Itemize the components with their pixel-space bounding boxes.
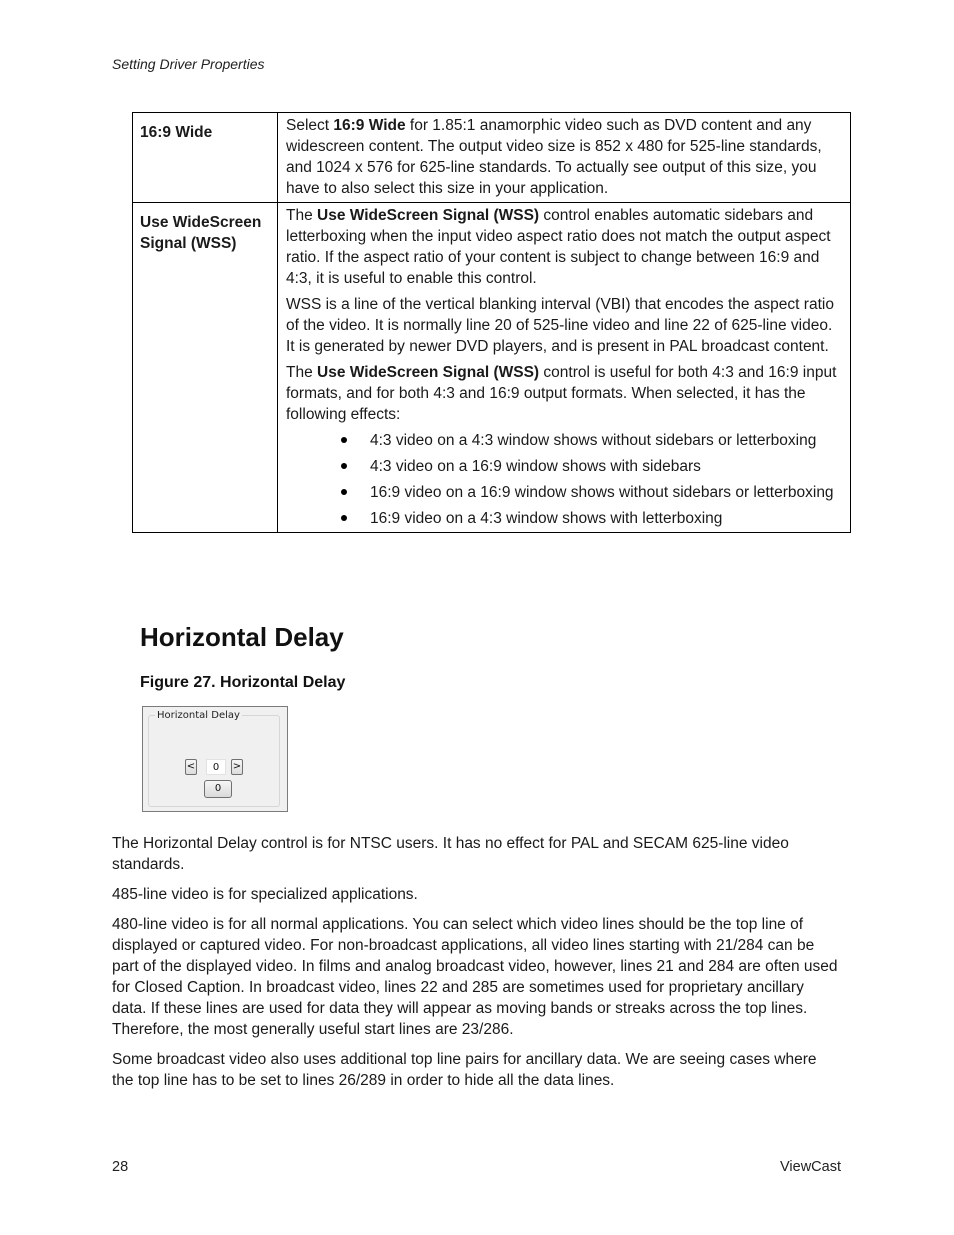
list-item: 16:9 video on a 4:3 window shows with letterboxing [370, 508, 842, 529]
description-paragraph: The Use WideScreen Signal (WSS) control is useful for both 4:3 and 16:9 input formats, and for both 4:3 and 16:9 output formats. When selected, it has the following effects: [286, 364, 837, 423]
running-header: Setting Driver Properties [112, 56, 265, 72]
list-item: 4:3 video on a 16:9 window shows with sidebars [370, 456, 842, 477]
table-row [133, 203, 851, 533]
description-paragraph: The Use WideScreen Signal (WSS) control enables automatic sidebars and letterboxing when the input video aspect ratio does not match the output aspect ratio. If the aspect ratio of your content is subject to change between 16:9 and 4:3, it is useful to enable this control. [286, 207, 831, 287]
horizontal-delay-figure [142, 706, 288, 812]
increment-button[interactable]: > [231, 759, 243, 775]
section-heading: Horizontal Delay [140, 622, 344, 652]
term-cell: Use WideScreen Signal (WSS) [133, 203, 278, 533]
figure-caption: Figure 27. Horizontal Delay [140, 674, 346, 691]
group-title: Horizontal Delay [157, 710, 240, 721]
body-text [112, 833, 842, 1100]
reset-button[interactable]: 0 [204, 780, 232, 798]
term-cell: 16:9 Wide [133, 113, 278, 203]
list-item: 16:9 video on a 16:9 window shows without sidebars or letterboxing [370, 482, 842, 503]
body-paragraph: The Horizontal Delay control is for NTSC users. It has no effect for PAL and SECAM 625-line video standards. [112, 835, 789, 873]
body-paragraph: 480-line video is for all normal applications. You can select which video lines should be the top line of displayed or captured video. For non-broadcast applications, all video lines starting with 21/284 can be part of the displayed video. In films and analog broadcast video, however, lines 21 and 284 are often used for Closed Caption. In broadcast video, lines 22 and 285 are sometimes used for proprietary ancillary data. If these lines are used for data they will appear as moving bands or streaks across the top lines. Therefore, the most generally useful start lines are 23/286. [112, 916, 838, 1038]
footer-brand: ViewCast [780, 1159, 841, 1175]
description-paragraph: WSS is a line of the vertical blanking interval (VBI) that encodes the aspect ratio of the video. It is normally line 20 of 525-line video and line 22 of 625-line video. It is generated by newer DVD players, and is present in PAL broadcast content. [286, 296, 834, 355]
description-cell [278, 113, 851, 203]
page-number: 28 [112, 1159, 129, 1175]
description-cell [278, 203, 851, 533]
description-paragraph: Select 16:9 Wide for 1.85:1 anamorphic video such as DVD content and any widescreen content. The output video size is 852 x 480 for 525-line standards, and 1024 x 576 for 625-line standards. To actually see output of this size, you have to also select this size in your application. [286, 117, 822, 197]
delay-value: 0 [206, 759, 226, 775]
body-paragraph: Some broadcast video also uses additional top line pairs for ancillary data. We are seeing cases where the top line has to be set to lines 26/289 in order to hide all the data lines. [112, 1051, 817, 1089]
body-paragraph: 485-line video is for specialized applications. [112, 886, 418, 903]
decrement-button[interactable]: < [185, 759, 197, 775]
properties-table [132, 112, 851, 533]
table-row [133, 113, 851, 203]
list-item: 4:3 video on a 4:3 window shows without sidebars or letterboxing [370, 430, 842, 451]
horizontal-delay-group [148, 710, 280, 807]
effects-list [286, 430, 842, 529]
